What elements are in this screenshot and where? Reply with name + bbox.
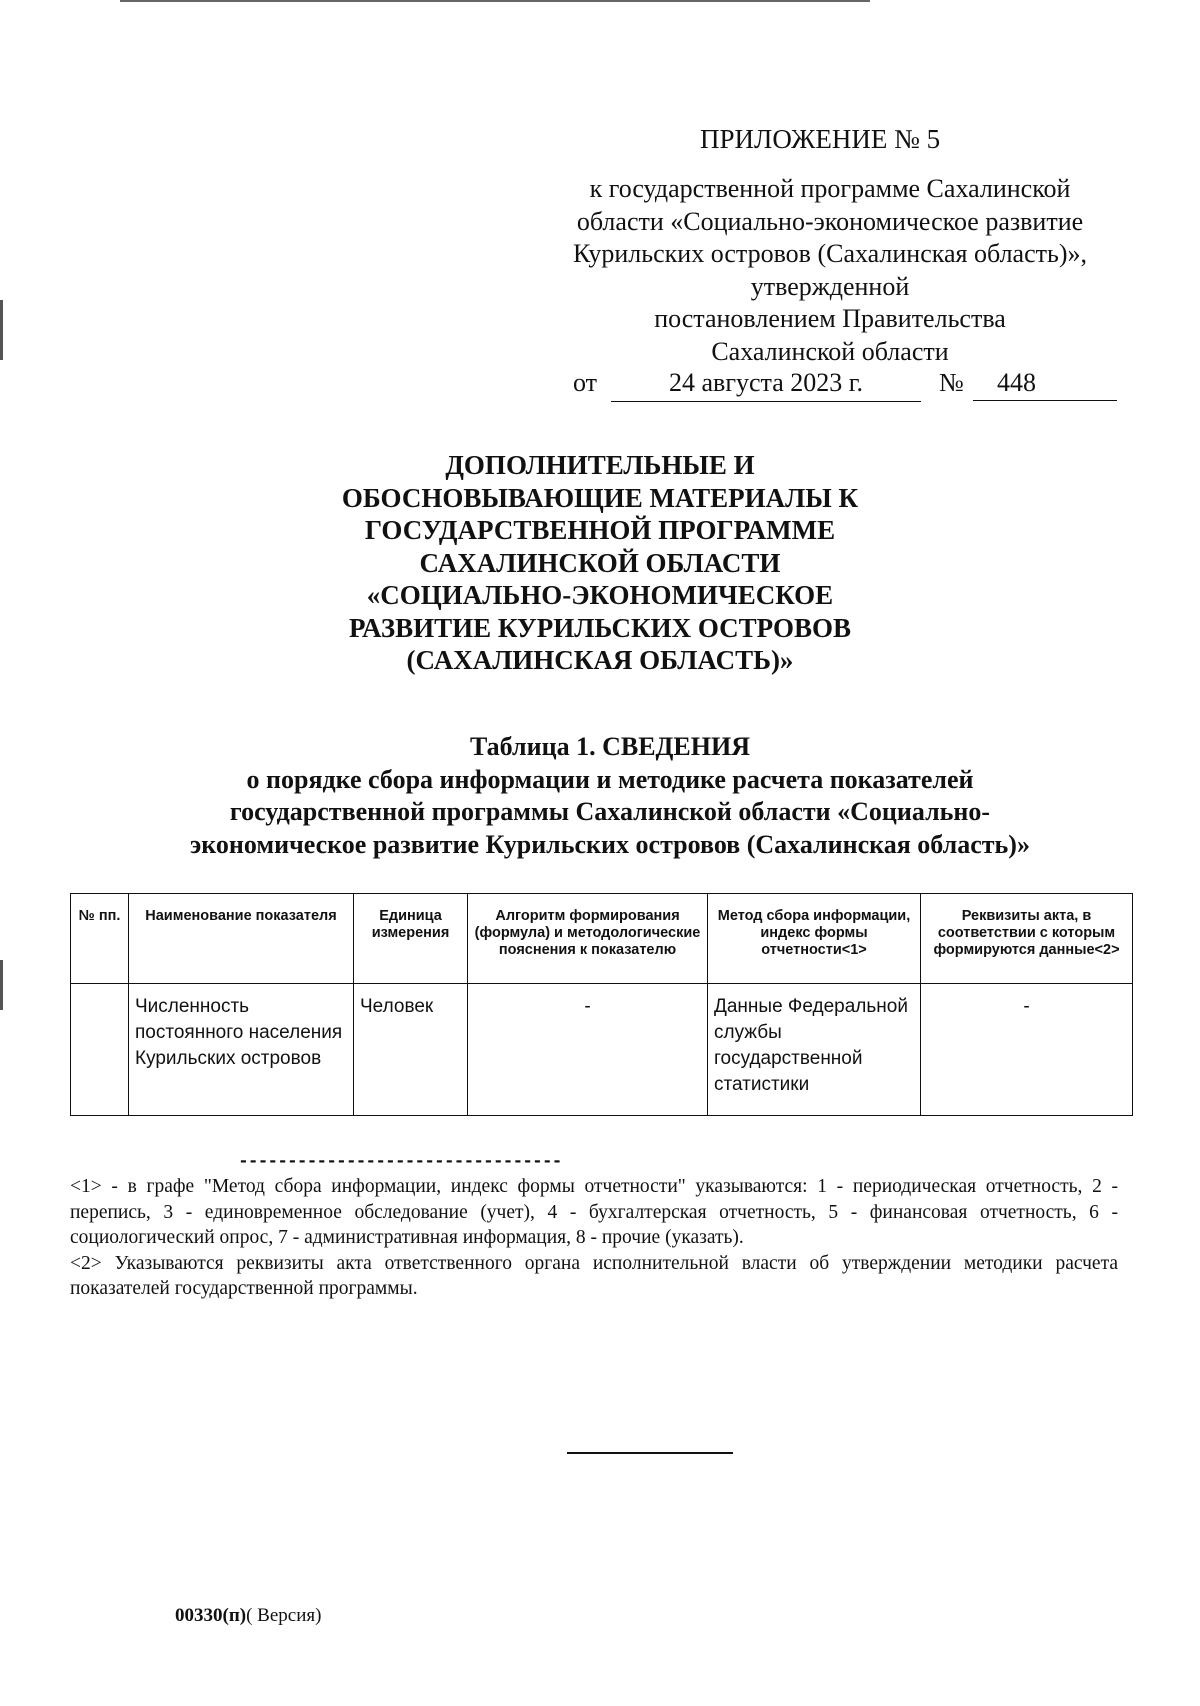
table-title-line: Таблица 1. СВЕДЕНИЯ [469,732,750,761]
table-title-line: экономическое развитие Курильских островов (Сахалинская область)» [190,829,1030,859]
document-title-line: ОБОСНОВЫВАЮЩИЕ МАТЕРИАЛЫ К [341,482,859,513]
decree-from-label: от [573,368,598,397]
appendix-line: Курильских островов (Сахалинская область)», [572,239,1088,268]
decree-number: 448 [973,368,1117,401]
document-title-line: САХАЛИНСКОЙ ОБЛАСТИ [419,547,781,578]
table-title [120,731,1100,861]
appendix-line: к государственной программе Сахалинской [589,174,1071,203]
footnote-separator: --------------------------------- [238,1152,562,1172]
appendix-line: постановлением Правительства [654,304,1006,333]
column-header-act-requisites: Реквизиты акта, в соответствии с которым формируются данные<2> [921,894,1133,984]
appendix-reference [540,173,1120,368]
cell-indicator-name: Численность постоянного населения Курильских островов [129,984,354,1116]
indicators-table [70,893,1133,1116]
document-title-line: РАЗВИТИЕ КУРИЛЬСКИХ ОСТРОВОВ [348,612,852,643]
appendix-line: утвержденной [750,271,910,301]
scan-top-edge-line [120,0,870,2]
footnotes [70,1174,1118,1302]
appendix-title: ПРИЛОЖЕНИЕ № 5 [700,124,941,154]
end-of-document-rule [567,1452,733,1454]
decree-number-label: № [939,368,964,397]
document-title [300,449,900,677]
column-header-indicator-name: Наименование показателя [129,894,354,984]
cell-collection-method: Данные Федеральной службы государственной статистики [708,984,921,1116]
column-header-collection-method: Метод сбора информации, индекс формы отчетности<1> [708,894,921,984]
table-title-line: государственной программы Сахалинской области «Социально- [229,797,991,826]
table-header-row [71,894,1133,984]
scan-left-edge-mark [0,960,3,1010]
document-title-line: ГОСУДАРСТВЕННОЙ ПРОГРАММЕ [364,515,836,545]
scan-left-edge-mark [0,300,3,360]
version-label: ( Версия) [246,1605,322,1626]
column-header-unit: Единица измерения [354,894,468,984]
cell-unit: Человек [354,984,468,1116]
cell-algorithm: - [468,984,708,1116]
decree-date: 24 августа 2023 г. [611,368,921,402]
document-title-line: (САХАЛИНСКАЯ ОБЛАСТЬ)» [406,645,794,675]
table-row [71,984,1133,1116]
column-header-number: № пп. [71,894,129,984]
version-stamp [175,1605,321,1627]
version-code: 00330(п) [175,1605,247,1626]
appendix-line: Сахалинской области [711,336,949,366]
table-title-line: о порядке сбора информации и методике расчета показателей [246,764,974,794]
document-title-line: ДОПОЛНИТЕЛЬНЫЕ И [445,450,755,480]
document-title-line: «СОЦИАЛЬНО-ЭКОНОМИЧЕСКОЕ [366,580,834,610]
footnote-2: <2> Указываются реквизиты акта ответственного органа исполнительной власти об утверждении методики расчета показателей государственной программы. [70,1252,1118,1299]
cell-number [71,984,129,1116]
column-header-algorithm: Алгоритм формирования (формула) и методологические пояснения к показателю [468,894,708,984]
appendix-line: области «Социально-экономическое развитие [576,206,1084,236]
footnote-1: <1> - в графе "Метод сбора информации, индекс формы отчетности" указываются: 1 - периодическая отчетность, 2 - перепись, 3 - единовременное обследование (учет), 4 - бухгалтерская отчетность, 5 - финансовая отчетность, 6 - социологический опрос, 7 - административная информация, 8 - прочие (указать). [70,1176,1118,1248]
cell-act-requisites: - [921,984,1133,1116]
